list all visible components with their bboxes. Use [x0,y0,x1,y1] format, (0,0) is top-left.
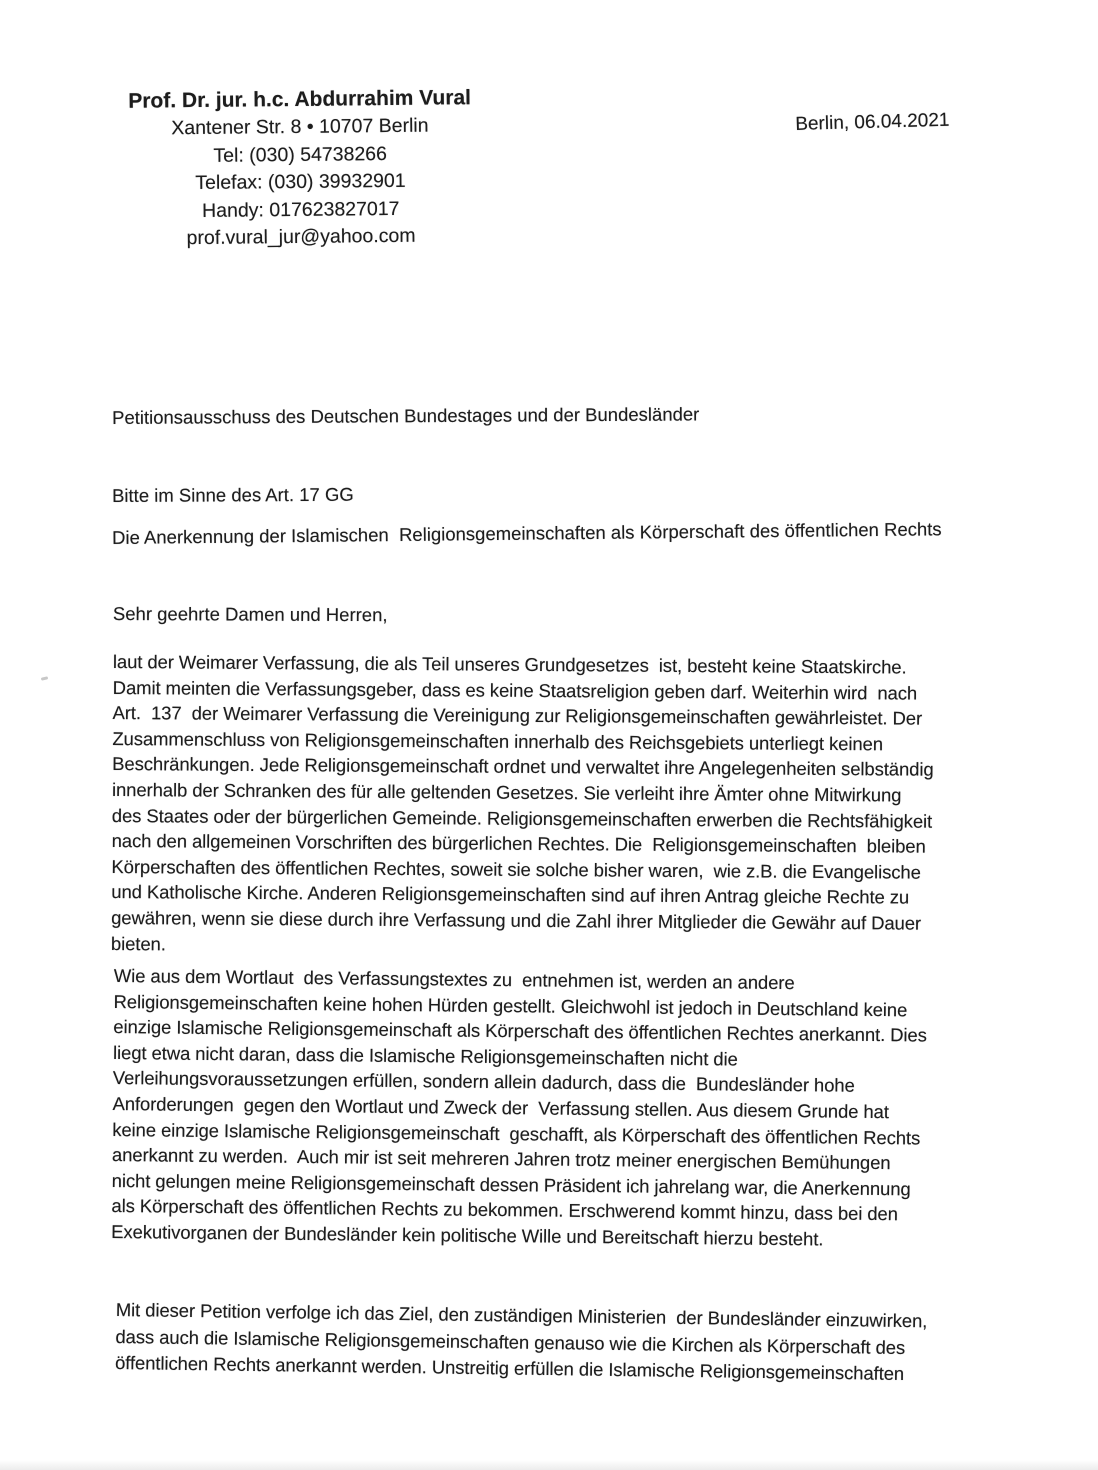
letterhead [102,84,499,254]
scan-speck-artifact [41,676,48,680]
body-paragraph-1: laut der Weimarer Verfassung, die als Teil unseres Grundgesetzes ist, besteht keine Staatskirche. Damit meinten die Verfassungsgeber, dass es keine Staatsreligion geben darf. Weiterhin wird nach Art. 137 der Weimarer Verfassung die Vereinigung zur Religionsgemeinschaften gewährleistet. Der Zusammenschluss von Religionsgemeinschaften innerhalb des Reichsgebiets unterliegt keinen Beschränkungen. Jede Religionsgemeinschaft ordnet und verwaltet ihre Angelegenheiten selbständig innerhalb der Schranken des für alle geltenden Gesetzes. Sie verleiht ihre Ämter ohne Mitwirkung des Staates oder der bürgerlichen Gemeinde. Religionsgemeinschaften erwerben die Rechtsfähigkeit nach den allgemeinen Vorschriften des bürgerlichen Rechtes. Die Religionsgemeinschaften bleiben Körperschaften des öffentlichen Rechtes, soweit sie solche bisher waren, wie z.B. die Evangelische und Katholische Kirche. Anderen Religionsgemeinschaften sind auf ihren Antrag gleiche Rechte zu gewähren, wenn sie diese durch ihre Verfassung und die Zahl ihrer Mitglieder die Gewähr auf Dauer bieten. [110,650,934,954]
subject-line-2: Die Anerkennung der Islamischen Religionsgemeinschaften als Körperschaft des öffentlichen Rechts [112,518,942,548]
sender-contact-lines: Xantener Str. 8 • 10707 Berlin Tel: (030) 54738266 Telefax: (030) 39932901 Handy: 017623827017 prof.vural_jur@yahoo.com [171,114,429,250]
salutation-line: Sehr geehrte Damen und Herren, [112,603,388,626]
body-paragraph-3: Mit dieser Petition verfolge ich das Ziel, den zuständigen Ministerien der Bundesländer einzuwirken, dass auch die Islamische Religionsgemeinschaften genauso wie die Kirchen als Körperschaft des öffentlichen Rechts anerkannt werden. Unstreitig erfüllen die Islamische Religionsgemeinschaften [114,1298,928,1385]
date-line: Berlin, 06.04.2021 [795,109,950,135]
recipient-line: Petitionsausschuss des Deutschen Bundestages und der Bundesländer [112,403,700,428]
page-bottom-edge [0,1460,1098,1470]
sender-name: Prof. Dr. jur. h.c. Abdurrahim Vural [128,86,472,113]
body-paragraph-2: Wie aus dem Wortlaut des Verfassungstextes zu entnehmen ist, werden an andere Religionsgemeinschaften keine hohen Hürden gestellt. Gleichwohl ist jedoch in Deutschland keine einzige Islamische Religionsgemeinschaft als Körperschaft des öffentlichen Rechtes anerkannt. Dies liegt etwa nicht daran, dass die Islamische Religionsgemeinschaften nicht die Verleihungsvoraussetzungen erfüllen, sondern allein dadurch, dass die Bundesländer hohe Anforderungen gegen den Wortlaut und Zweck der Verfassung stellen. Aus diesem Grunde hat keine einzige Islamische Religionsgemeinschaft geschafft, als Körperschaft des öffentlichen Rechts anerkannt zu werden. Auch mir ist seit mehreren Jahren trotz meiner energischen Bemühungen nicht gelungen meine Religionsgemeinschaft dessen Präsident ich jahrelang war, die Anerkennung als Körperschaft des öffentlichen Rechts zu bekommen. Erschwerend kommt hinzu, dass bei den Exekutivorganen der Bundesländer kein politische Wille und Bereitschaft hierzu besteht. [111,964,927,1250]
subject-line-1: Bitte im Sinne des Art. 17 GG [112,483,354,506]
